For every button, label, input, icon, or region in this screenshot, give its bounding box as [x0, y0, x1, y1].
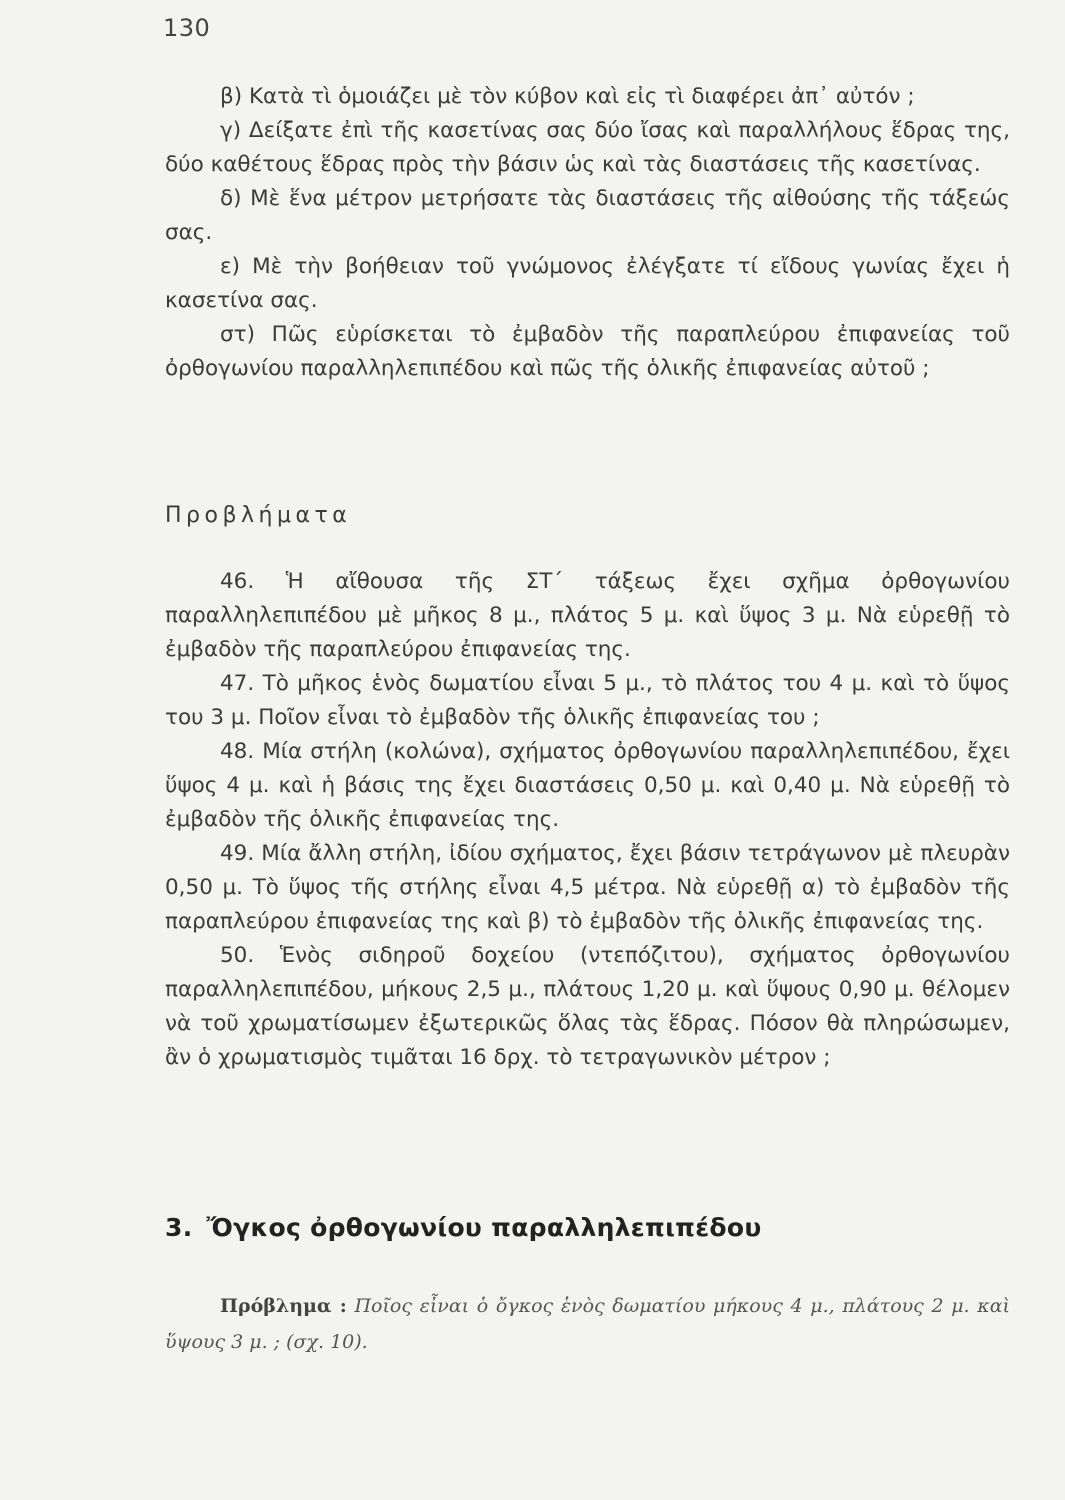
section-number: 3.: [165, 1213, 193, 1242]
problem-49: 49. Μία ἄλλη στήλη, ἰδίου σχήματος, ἔχει βάσιν τετράγωνον μὲ πλευρὰν 0,50 μ. Τὸ ὕψος τῆς στήλης εἶναι 4,5 μέτρα. Νὰ εὑρεθῇ α) τὸ ἐμβαδὸν τῆς παραπλεύρου ἐπιφανείας της καὶ β) τὸ ἐμβαδὸν τῆς ὁλικῆς ἐπιφανείας της.: [165, 841, 1010, 934]
section-title: Ὄγκος ὀρθογωνίου παραλληλεπιπέδου: [206, 1213, 762, 1242]
problem-47: 47. Τὸ μῆκος ἑνὸς δωματίου εἶναι 5 μ., τὸ πλάτος του 4 μ. καὶ τὸ ὕψος του 3 μ. Ποῖον εἶναι τὸ ἐμβαδὸν τῆς ὁλικῆς ἐπιφανείας του ;: [165, 671, 1010, 730]
question-e: ε) Μὲ τὴν βοήθειαν τοῦ γνώμονος ἐλέγξατε τί εἴδους γωνίας ἔχει ἡ κασετίνα σας.: [165, 254, 1010, 313]
intro-problem-label: Πρόβλημα :: [220, 1295, 347, 1317]
section-heading: [165, 1213, 762, 1242]
intro-problem-question: Ποῖος εἶναι ὁ ὄγκος ἑνὸς δωματίου μήκους 4 μ., πλάτους 2 μ. καὶ ὕψους 3 μ. ; (σχ. 10).: [165, 1295, 1010, 1353]
problems-heading: Προβλήματα: [165, 503, 352, 528]
question-d: δ) Μὲ ἕνα μέτρον μετρήσατε τὰς διαστάσεις τῆς αἰθούσης τῆς τάξεώς σας.: [165, 186, 1010, 245]
question-c: γ) Δείξατε ἐπὶ τῆς κασετίνας σας δύο ἴσας καὶ παραλλήλους ἕδρας της, δύο καθέτους ἕδρας πρὸς τὴν βάσιν ὡς καὶ τὰς διαστάσεις τῆς κασετίνας.: [165, 118, 1010, 177]
intro-problem: [165, 1288, 1010, 1360]
question-f: στ) Πῶς εὑρίσκεται τὸ ἐμβαδὸν τῆς παραπλεύρου ἐπιφανείας τοῦ ὀρθογωνίου παραλληλεπιπέδου καὶ πῶς τῆς ὁλικῆς ἐπιφανείας αὐτοῦ ;: [165, 322, 1010, 381]
problems-block: [165, 565, 1010, 1075]
problem-48: 48. Μία στήλη (κολώνα), σχήματος ὀρθογωνίου παραλληλεπιπέδου, ἔχει ὕψος 4 μ. καὶ ἡ βάσις της ἔχει διαστάσεις 0,50 μ. καὶ 0,40 μ. Νὰ εὑρεθῇ τὸ ἐμβαδὸν τῆς ὁλικῆς ἐπιφανείας της.: [165, 739, 1010, 832]
problem-46: 46. Ἡ αἴθουσα τῆς ΣΤ΄ τάξεως ἔχει σχῆμα ὀρθογωνίου παραλληλεπιπέδου μὲ μῆκος 8 μ., πλάτος 5 μ. καὶ ὕψος 3 μ. Νὰ εὑρεθῇ τὸ ἐμβαδὸν τῆς παραπλεύρου ἐπιφανείας της.: [165, 569, 1010, 662]
question-b: β) Κατὰ τὶ ὁμοιάζει μὲ τὸν κύβον καὶ εἰς τὶ διαφέρει ἀπ᾽ αὐτόν ;: [220, 84, 915, 109]
problem-50: 50. Ἑνὸς σιδηροῦ δοχείου (ντεπόζιτου), σχήματος ὀρθογωνίου παραλληλεπιπέδου, μήκους 2,5 μ., πλάτους 1,20 μ. καὶ ὕψους 0,90 μ. θέλομεν νὰ τοῦ χρωματίσωμεν ἐξωτερικῶς ὅλας τὰς ἕδρας. Πόσον θὰ πληρώσωμεν, ἂν ὁ χρωματισμὸς τιμᾶται 16 δρχ. τὸ τετραγωνικὸν μέτρον ;: [165, 943, 1010, 1070]
questions-block: [165, 80, 1010, 386]
page-number: 130: [163, 14, 211, 42]
